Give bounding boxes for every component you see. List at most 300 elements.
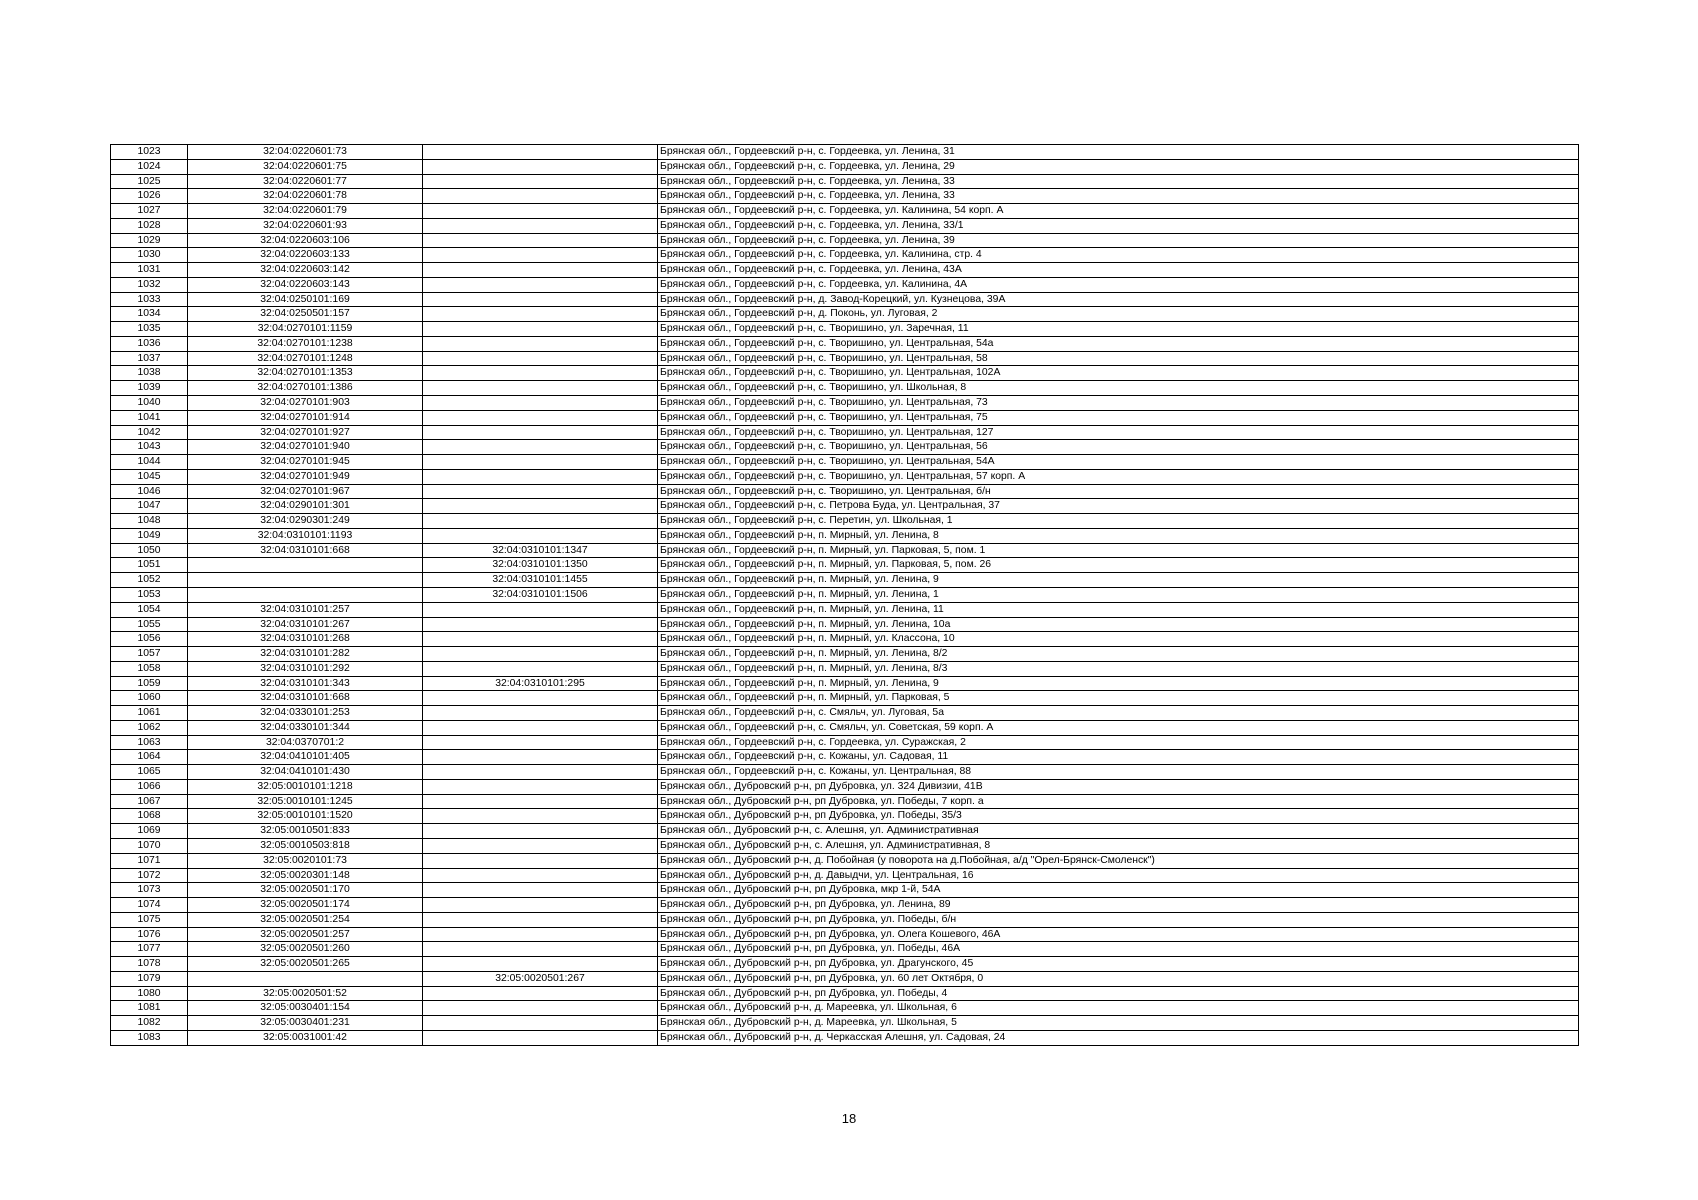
cadastral-number-cell: 32:05:0020501:260: [188, 942, 423, 957]
table-row: [111, 661, 1579, 676]
table-row: [111, 883, 1579, 898]
cadastral-number-cell: 32:04:0330101:253: [188, 706, 423, 721]
address-cell: Брянская обл., Гордеевский р-н, с. Гордеевка, ул. Ленина, 39: [658, 233, 1579, 248]
row-number-cell: 1082: [111, 1016, 188, 1031]
related-cadastral-number-cell: [423, 647, 658, 662]
row-number-cell: 1031: [111, 263, 188, 278]
address-cell: Брянская обл., Дубровский р-н, д. Мареевка, ул. Школьная, 5: [658, 1016, 1579, 1031]
row-number-cell: 1058: [111, 661, 188, 676]
row-number-cell: 1075: [111, 912, 188, 927]
row-number-cell: 1069: [111, 824, 188, 839]
row-number-cell: 1063: [111, 735, 188, 750]
table-row: [111, 543, 1579, 558]
address-cell: Брянская обл., Гордеевский р-н, с. Гордеевка, ул. Калинина, стр. 4: [658, 248, 1579, 263]
address-cell: Брянская обл., Дубровский р-н, с. Алешня, ул. Административная, 8: [658, 838, 1579, 853]
row-number-cell: 1066: [111, 779, 188, 794]
address-cell: Брянская обл., Гордеевский р-н, с. Кожаны, ул. Садовая, 11: [658, 750, 1579, 765]
cadastral-number-cell: 32:04:0310101:668: [188, 691, 423, 706]
address-cell: Брянская обл., Гордеевский р-н, д. Поконь, ул. Луговая, 2: [658, 307, 1579, 322]
table-row: [111, 366, 1579, 381]
address-cell: Брянская обл., Гордеевский р-н, д. Завод-Корецкий, ул. Кузнецова, 39А: [658, 292, 1579, 307]
cadastral-number-cell: [188, 573, 423, 588]
address-cell: Брянская обл., Дубровский р-н, рп Дубровка, ул. 60 лет Октября, 0: [658, 971, 1579, 986]
table-row: [111, 720, 1579, 735]
cadastral-number-cell: 32:05:0010101:1245: [188, 794, 423, 809]
related-cadastral-number-cell: [423, 912, 658, 927]
cadastral-number-cell: [188, 971, 423, 986]
related-cadastral-number-cell: [423, 469, 658, 484]
cadastral-number-cell: 32:04:0220601:93: [188, 218, 423, 233]
related-cadastral-number-cell: [423, 528, 658, 543]
cadastral-number-cell: 32:05:0020501:254: [188, 912, 423, 927]
table-row: [111, 676, 1579, 691]
row-number-cell: 1081: [111, 1001, 188, 1016]
row-number-cell: 1040: [111, 396, 188, 411]
address-cell: Брянская обл., Гордеевский р-н, с. Гордеевка, ул. Ленина, 33/1: [658, 218, 1579, 233]
related-cadastral-number-cell: [423, 1016, 658, 1031]
related-cadastral-number-cell: [423, 277, 658, 292]
cadastral-number-cell: 32:04:0270101:945: [188, 455, 423, 470]
row-number-cell: 1025: [111, 174, 188, 189]
row-number-cell: 1051: [111, 558, 188, 573]
address-cell: Брянская обл., Гордеевский р-н, с. Смяльч, ул. Советская, 59 корп. А: [658, 720, 1579, 735]
row-number-cell: 1061: [111, 706, 188, 721]
address-cell: Брянская обл., Дубровский р-н, д. Побойная (у поворота на д.Побойная, а/д "Орел-Брянск-Смоленск"): [658, 853, 1579, 868]
table-row: [111, 248, 1579, 263]
row-number-cell: 1071: [111, 853, 188, 868]
related-cadastral-number-cell: [423, 868, 658, 883]
address-cell: Брянская обл., Гордеевский р-н, п. Мирный, ул. Ленина, 8/3: [658, 661, 1579, 676]
row-number-cell: 1056: [111, 632, 188, 647]
table-row: [111, 322, 1579, 337]
row-number-cell: 1023: [111, 145, 188, 160]
address-cell: Брянская обл., Дубровский р-н, рп Дубровка, ул. Победы, б/н: [658, 912, 1579, 927]
related-cadastral-number-cell: [423, 263, 658, 278]
cadastral-number-cell: 32:05:0010101:1520: [188, 809, 423, 824]
related-cadastral-number-cell: 32:04:0310101:1347: [423, 543, 658, 558]
cadastral-number-cell: 32:04:0270101:927: [188, 425, 423, 440]
cadastral-number-cell: 32:04:0270101:940: [188, 440, 423, 455]
related-cadastral-number-cell: [423, 986, 658, 1001]
address-cell: Брянская обл., Гордеевский р-н, п. Мирный, ул. Классона, 10: [658, 632, 1579, 647]
row-number-cell: 1074: [111, 898, 188, 913]
cadastral-number-cell: 32:04:0220601:78: [188, 189, 423, 204]
cadastral-number-cell: 32:05:0020501:265: [188, 957, 423, 972]
page-number: 18: [841, 1111, 857, 1126]
table-row: [111, 912, 1579, 927]
related-cadastral-number-cell: [423, 381, 658, 396]
cadastral-number-cell: 32:04:0270101:949: [188, 469, 423, 484]
cadastral-number-cell: 32:04:0220601:79: [188, 204, 423, 219]
related-cadastral-number-cell: [423, 824, 658, 839]
related-cadastral-number-cell: [423, 1030, 658, 1045]
related-cadastral-number-cell: [423, 779, 658, 794]
table-row: [111, 942, 1579, 957]
row-number-cell: 1027: [111, 204, 188, 219]
cadastral-number-cell: 32:04:0330101:344: [188, 720, 423, 735]
related-cadastral-number-cell: [423, 218, 658, 233]
row-number-cell: 1042: [111, 425, 188, 440]
cadastral-number-cell: 32:04:0220601:73: [188, 145, 423, 160]
table-row: [111, 765, 1579, 780]
related-cadastral-number-cell: [423, 514, 658, 529]
cadastral-number-cell: 32:04:0250101:169: [188, 292, 423, 307]
cadastral-number-cell: 32:04:0310101:268: [188, 632, 423, 647]
cadastral-number-cell: 32:04:0310101:292: [188, 661, 423, 676]
related-cadastral-number-cell: [423, 204, 658, 219]
cadastral-number-cell: 32:04:0250501:157: [188, 307, 423, 322]
row-number-cell: 1076: [111, 927, 188, 942]
address-cell: Брянская обл., Дубровский р-н, рп Дубровка, ул. Олега Кошевого, 46А: [658, 927, 1579, 942]
address-cell: Брянская обл., Гордеевский р-н, п. Мирный, ул. Ленина, 9: [658, 676, 1579, 691]
cadastral-number-cell: 32:04:0310101:668: [188, 543, 423, 558]
table-row: [111, 528, 1579, 543]
address-cell: Брянская обл., Гордеевский р-н, с. Гордеевка, ул. Ленина, 33: [658, 174, 1579, 189]
cadastral-number-cell: 32:04:0270101:1248: [188, 351, 423, 366]
address-cell: Брянская обл., Гордеевский р-н, п. Мирный, ул. Ленина, 8/2: [658, 647, 1579, 662]
row-number-cell: 1059: [111, 676, 188, 691]
row-number-cell: 1055: [111, 617, 188, 632]
related-cadastral-number-cell: [423, 883, 658, 898]
address-cell: Брянская обл., Дубровский р-н, д. Мареевка, ул. Школьная, 6: [658, 1001, 1579, 1016]
cadastral-number-cell: 32:04:0310101:1193: [188, 528, 423, 543]
address-cell: Брянская обл., Гордеевский р-н, с. Гордеевка, ул. Ленина, 31: [658, 145, 1579, 160]
table-row: [111, 824, 1579, 839]
table-row: [111, 174, 1579, 189]
address-cell: Брянская обл., Дубровский р-н, с. Алешня, ул. Административная: [658, 824, 1579, 839]
table-row: [111, 587, 1579, 602]
row-number-cell: 1043: [111, 440, 188, 455]
table-row: [111, 159, 1579, 174]
row-number-cell: 1073: [111, 883, 188, 898]
related-cadastral-number-cell: [423, 233, 658, 248]
row-number-cell: 1047: [111, 499, 188, 514]
row-number-cell: 1052: [111, 573, 188, 588]
table-row: [111, 233, 1579, 248]
table-row: [111, 484, 1579, 499]
cadastral-number-cell: 32:04:0290101:301: [188, 499, 423, 514]
table-row: [111, 853, 1579, 868]
related-cadastral-number-cell: [423, 809, 658, 824]
table-row: [111, 396, 1579, 411]
cadastral-number-cell: 32:04:0410101:430: [188, 765, 423, 780]
row-number-cell: 1045: [111, 469, 188, 484]
table-row: [111, 277, 1579, 292]
related-cadastral-number-cell: 32:04:0310101:295: [423, 676, 658, 691]
address-cell: Брянская обл., Дубровский р-н, д. Черкасская Алешня, ул. Садовая, 24: [658, 1030, 1579, 1045]
table-row: [111, 189, 1579, 204]
row-number-cell: 1050: [111, 543, 188, 558]
address-cell: Брянская обл., Гордеевский р-н, с. Творишино, ул. Центральная, 57 корп. А: [658, 469, 1579, 484]
address-cell: Брянская обл., Гордеевский р-н, с. Творишино, ул. Центральная, 75: [658, 410, 1579, 425]
cadastral-number-cell: 32:05:0020301:148: [188, 868, 423, 883]
related-cadastral-number-cell: [423, 484, 658, 499]
cadastral-number-cell: 32:04:0270101:1353: [188, 366, 423, 381]
row-number-cell: 1083: [111, 1030, 188, 1045]
related-cadastral-number-cell: [423, 898, 658, 913]
related-cadastral-number-cell: [423, 159, 658, 174]
table-row: [111, 691, 1579, 706]
table-row: [111, 455, 1579, 470]
table-row: [111, 602, 1579, 617]
row-number-cell: 1034: [111, 307, 188, 322]
row-number-cell: 1054: [111, 602, 188, 617]
row-number-cell: 1024: [111, 159, 188, 174]
table-row: [111, 779, 1579, 794]
row-number-cell: 1064: [111, 750, 188, 765]
address-cell: Брянская обл., Дубровский р-н, рп Дубровка, ул. Ленина, 89: [658, 898, 1579, 913]
table-row: [111, 927, 1579, 942]
table-row: [111, 469, 1579, 484]
address-cell: Брянская обл., Гордеевский р-н, с. Творишино, ул. Центральная, 102А: [658, 366, 1579, 381]
related-cadastral-number-cell: [423, 336, 658, 351]
row-number-cell: 1032: [111, 277, 188, 292]
cadastral-number-cell: 32:04:0310101:343: [188, 676, 423, 691]
row-number-cell: 1046: [111, 484, 188, 499]
address-cell: Брянская обл., Гордеевский р-н, п. Мирный, ул. Парковая, 5, пом. 1: [658, 543, 1579, 558]
cadastral-number-cell: 32:04:0310101:267: [188, 617, 423, 632]
table-row: [111, 868, 1579, 883]
table-row: [111, 440, 1579, 455]
address-cell: Брянская обл., Гордеевский р-н, п. Мирный, ул. Ленина, 8: [658, 528, 1579, 543]
row-number-cell: 1079: [111, 971, 188, 986]
address-cell: Брянская обл., Дубровский р-н, д. Давыдчи, ул. Центральная, 16: [658, 868, 1579, 883]
table-row: [111, 558, 1579, 573]
row-number-cell: 1048: [111, 514, 188, 529]
address-cell: Брянская обл., Дубровский р-н, рп Дубровка, ул. 324 Дивизии, 41В: [658, 779, 1579, 794]
related-cadastral-number-cell: [423, 735, 658, 750]
table-row: [111, 263, 1579, 278]
row-number-cell: 1044: [111, 455, 188, 470]
table-row: [111, 573, 1579, 588]
cadastral-number-cell: 32:04:0220601:75: [188, 159, 423, 174]
address-cell: Брянская обл., Дубровский р-н, рп Дубровка, мкр 1-й, 54А: [658, 883, 1579, 898]
row-number-cell: 1067: [111, 794, 188, 809]
cadastral-number-cell: 32:04:0270101:1238: [188, 336, 423, 351]
row-number-cell: 1039: [111, 381, 188, 396]
related-cadastral-number-cell: [423, 720, 658, 735]
related-cadastral-number-cell: [423, 292, 658, 307]
related-cadastral-number-cell: [423, 765, 658, 780]
table-row: [111, 1030, 1579, 1045]
related-cadastral-number-cell: [423, 351, 658, 366]
address-cell: Брянская обл., Гордеевский р-н, с. Гордеевка, ул. Ленина, 43А: [658, 263, 1579, 278]
cadastral-number-cell: 32:04:0310101:257: [188, 602, 423, 617]
table-row: [111, 145, 1579, 160]
table-row: [111, 381, 1579, 396]
cadastral-number-cell: 32:04:0270101:1386: [188, 381, 423, 396]
cadastral-number-cell: 32:04:0290301:249: [188, 514, 423, 529]
table-row: [111, 307, 1579, 322]
row-number-cell: 1026: [111, 189, 188, 204]
address-cell: Брянская обл., Гордеевский р-н, с. Творишино, ул. Центральная, б/н: [658, 484, 1579, 499]
row-number-cell: 1033: [111, 292, 188, 307]
related-cadastral-number-cell: [423, 499, 658, 514]
cadastral-number-cell: [188, 587, 423, 602]
related-cadastral-number-cell: [423, 691, 658, 706]
address-cell: Брянская обл., Дубровский р-н, рп Дубровка, ул. Победы, 7 корп. а: [658, 794, 1579, 809]
table-row: [111, 750, 1579, 765]
related-cadastral-number-cell: [423, 617, 658, 632]
table-row: [111, 735, 1579, 750]
address-cell: Брянская обл., Гордеевский р-н, с. Гордеевка, ул. Ленина, 29: [658, 159, 1579, 174]
cadastral-number-cell: 32:05:0020501:257: [188, 927, 423, 942]
cadastral-number-cell: 32:04:0310101:282: [188, 647, 423, 662]
address-cell: Брянская обл., Гордеевский р-н, п. Мирный, ул. Ленина, 10а: [658, 617, 1579, 632]
address-cell: Брянская обл., Гордеевский р-н, с. Смяльч, ул. Луговая, 5а: [658, 706, 1579, 721]
row-number-cell: 1038: [111, 366, 188, 381]
row-number-cell: 1036: [111, 336, 188, 351]
row-number-cell: 1035: [111, 322, 188, 337]
table-row: [111, 499, 1579, 514]
row-number-cell: 1053: [111, 587, 188, 602]
address-cell: Брянская обл., Гордеевский р-н, с. Творишино, ул. Центральная, 56: [658, 440, 1579, 455]
table-row: [111, 809, 1579, 824]
row-number-cell: 1029: [111, 233, 188, 248]
address-cell: Брянская обл., Дубровский р-н, рп Дубровка, ул. Победы, 4: [658, 986, 1579, 1001]
cadastral-number-cell: 32:05:0010101:1218: [188, 779, 423, 794]
row-number-cell: 1065: [111, 765, 188, 780]
related-cadastral-number-cell: [423, 248, 658, 263]
related-cadastral-number-cell: [423, 750, 658, 765]
cadastral-number-cell: 32:04:0220603:142: [188, 263, 423, 278]
related-cadastral-number-cell: [423, 425, 658, 440]
address-cell: Брянская обл., Дубровский р-н, рп Дубровка, ул. Победы, 46А: [658, 942, 1579, 957]
row-number-cell: 1030: [111, 248, 188, 263]
cadastral-number-cell: 32:05:0030401:154: [188, 1001, 423, 1016]
related-cadastral-number-cell: [423, 794, 658, 809]
related-cadastral-number-cell: 32:04:0310101:1350: [423, 558, 658, 573]
address-cell: Брянская обл., Дубровский р-н, рп Дубровка, ул. Драгунского, 45: [658, 957, 1579, 972]
related-cadastral-number-cell: [423, 174, 658, 189]
related-cadastral-number-cell: [423, 455, 658, 470]
related-cadastral-number-cell: [423, 189, 658, 204]
table-row: [111, 898, 1579, 913]
table-row: [111, 617, 1579, 632]
address-cell: Брянская обл., Гордеевский р-н, с. Творишино, ул. Центральная, 54а: [658, 336, 1579, 351]
address-cell: Брянская обл., Гордеевский р-н, с. Кожаны, ул. Центральная, 88: [658, 765, 1579, 780]
cadastral-number-cell: 32:04:0270101:914: [188, 410, 423, 425]
cadastral-number-cell: 32:04:0220603:133: [188, 248, 423, 263]
related-cadastral-number-cell: [423, 853, 658, 868]
table-row: [111, 794, 1579, 809]
address-cell: Брянская обл., Гордеевский р-н, с. Перетин, ул. Школьная, 1: [658, 514, 1579, 529]
cadastral-number-cell: [188, 558, 423, 573]
related-cadastral-number-cell: [423, 366, 658, 381]
address-cell: Брянская обл., Гордеевский р-н, с. Творишино, ул. Центральная, 58: [658, 351, 1579, 366]
table-row: [111, 336, 1579, 351]
cadastral-number-cell: 32:05:0020101:73: [188, 853, 423, 868]
related-cadastral-number-cell: 32:04:0310101:1506: [423, 587, 658, 602]
cadastral-number-cell: 32:05:0010501:833: [188, 824, 423, 839]
row-number-cell: 1060: [111, 691, 188, 706]
related-cadastral-number-cell: [423, 927, 658, 942]
related-cadastral-number-cell: [423, 838, 658, 853]
address-cell: Брянская обл., Гордеевский р-н, п. Мирный, ул. Ленина, 9: [658, 573, 1579, 588]
address-cell: Брянская обл., Гордеевский р-н, с. Творишино, ул. Школьная, 8: [658, 381, 1579, 396]
table-row: [111, 425, 1579, 440]
related-cadastral-number-cell: 32:05:0020501:267: [423, 971, 658, 986]
related-cadastral-number-cell: [423, 440, 658, 455]
cadastral-number-cell: 32:04:0270101:1159: [188, 322, 423, 337]
row-number-cell: 1068: [111, 809, 188, 824]
table-row: [111, 971, 1579, 986]
row-number-cell: 1062: [111, 720, 188, 735]
table-row: [111, 706, 1579, 721]
row-number-cell: 1057: [111, 647, 188, 662]
related-cadastral-number-cell: 32:04:0310101:1455: [423, 573, 658, 588]
table-row: [111, 647, 1579, 662]
table-row: [111, 292, 1579, 307]
address-cell: Брянская обл., Гордеевский р-н, п. Мирный, ул. Ленина, 1: [658, 587, 1579, 602]
cadastral-number-cell: 32:05:0020501:52: [188, 986, 423, 1001]
table-row: [111, 410, 1579, 425]
cadastral-number-cell: 32:04:0220601:77: [188, 174, 423, 189]
related-cadastral-number-cell: [423, 957, 658, 972]
row-number-cell: 1077: [111, 942, 188, 957]
address-cell: Брянская обл., Гордеевский р-н, с. Творишино, ул. Заречная, 11: [658, 322, 1579, 337]
cadastral-number-cell: 32:05:0010503:818: [188, 838, 423, 853]
registry-table-body: [111, 145, 1579, 1046]
cadastral-number-cell: 32:04:0220603:106: [188, 233, 423, 248]
table-row: [111, 838, 1579, 853]
related-cadastral-number-cell: [423, 410, 658, 425]
cadastral-number-cell: 32:04:0270101:903: [188, 396, 423, 411]
table-row: [111, 957, 1579, 972]
row-number-cell: 1070: [111, 838, 188, 853]
row-number-cell: 1041: [111, 410, 188, 425]
row-number-cell: 1028: [111, 218, 188, 233]
related-cadastral-number-cell: [423, 706, 658, 721]
related-cadastral-number-cell: [423, 602, 658, 617]
address-cell: Брянская обл., Гордеевский р-н, п. Мирный, ул. Ленина, 11: [658, 602, 1579, 617]
table-row: [111, 632, 1579, 647]
cadastral-number-cell: 32:05:0020501:170: [188, 883, 423, 898]
address-cell: Брянская обл., Гордеевский р-н, с. Творишино, ул. Центральная, 127: [658, 425, 1579, 440]
related-cadastral-number-cell: [423, 145, 658, 160]
related-cadastral-number-cell: [423, 307, 658, 322]
address-cell: Брянская обл., Гордеевский р-н, с. Петрова Буда, ул. Центральная, 37: [658, 499, 1579, 514]
cadastral-number-cell: 32:04:0220603:143: [188, 277, 423, 292]
address-cell: Брянская обл., Гордеевский р-н, с. Гордеевка, ул. Ленина, 33: [658, 189, 1579, 204]
table-row: [111, 204, 1579, 219]
address-cell: Брянская обл., Дубровский р-н, рп Дубровка, ул. Победы, 35/3: [658, 809, 1579, 824]
row-number-cell: 1072: [111, 868, 188, 883]
row-number-cell: 1049: [111, 528, 188, 543]
table-row: [111, 1001, 1579, 1016]
cadastral-number-cell: 32:04:0410101:405: [188, 750, 423, 765]
cadastral-number-cell: 32:05:0030401:231: [188, 1016, 423, 1031]
property-registry-table: [110, 144, 1579, 1046]
address-cell: Брянская обл., Гордеевский р-н, с. Гордеевка, ул. Калинина, 54 корп. А: [658, 204, 1579, 219]
cadastral-number-cell: 32:05:0031001:42: [188, 1030, 423, 1045]
related-cadastral-number-cell: [423, 942, 658, 957]
address-cell: Брянская обл., Гордеевский р-н, с. Гордеевка, ул. Суражская, 2: [658, 735, 1579, 750]
table-row: [111, 351, 1579, 366]
table-row: [111, 1016, 1579, 1031]
address-cell: Брянская обл., Гордеевский р-н, п. Мирный, ул. Парковая, 5: [658, 691, 1579, 706]
row-number-cell: 1080: [111, 986, 188, 1001]
related-cadastral-number-cell: [423, 322, 658, 337]
cadastral-number-cell: 32:04:0370701:2: [188, 735, 423, 750]
related-cadastral-number-cell: [423, 661, 658, 676]
related-cadastral-number-cell: [423, 1001, 658, 1016]
address-cell: Брянская обл., Гордеевский р-н, п. Мирный, ул. Парковая, 5, пом. 26: [658, 558, 1579, 573]
cadastral-number-cell: 32:05:0020501:174: [188, 898, 423, 913]
row-number-cell: 1037: [111, 351, 188, 366]
table-row: [111, 218, 1579, 233]
row-number-cell: 1078: [111, 957, 188, 972]
